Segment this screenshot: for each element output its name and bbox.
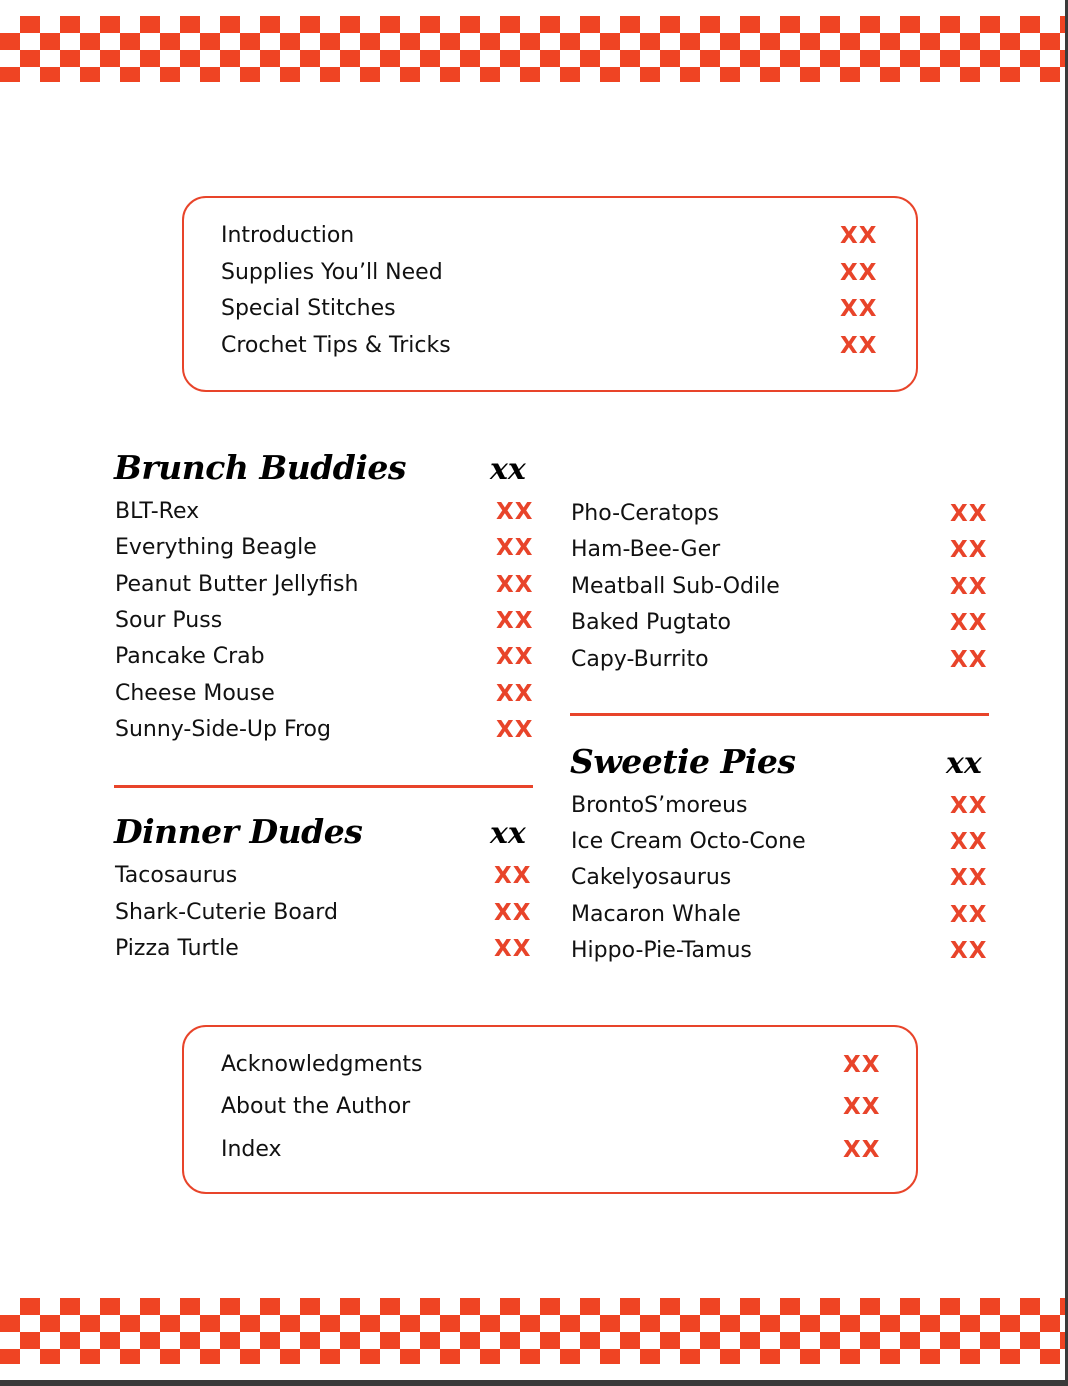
toc-page-number: XX [843, 1137, 881, 1163]
toc-page-number: XX [494, 936, 532, 962]
toc-entry-introduction[interactable]: Introduction [221, 223, 355, 248]
section-heading-brunch-buddies: Brunch Buddies [114, 448, 406, 487]
page-edge-bottom [0, 1380, 1068, 1386]
toc-entry-crochet-tips[interactable]: Crochet Tips & Tricks [221, 333, 451, 358]
section-heading-sweetie-pies: Sweetie Pies [570, 742, 796, 781]
toc-entry-brontosmoreus[interactable]: BrontoS’moreus [571, 793, 748, 818]
toc-page-number: XX [950, 647, 988, 673]
toc-page-number: XX [950, 610, 988, 636]
toc-page-number: XX [496, 499, 534, 525]
checkerboard-border-top [0, 16, 1065, 82]
toc-page-number: XX [950, 793, 988, 819]
toc-page-number: XX [494, 900, 532, 926]
toc-entry-tacosaurus[interactable]: Tacosaurus [115, 863, 238, 888]
section-page-number: xx [490, 452, 526, 487]
toc-entry-acknowledgments[interactable]: Acknowledgments [221, 1052, 423, 1077]
toc-page-number: XX [496, 572, 534, 598]
toc-entry-everything-beagle[interactable]: Everything Beagle [115, 535, 317, 560]
toc-page-number: XX [840, 333, 878, 359]
section-heading-dinner-dudes: Dinner Dudes [114, 812, 363, 851]
toc-entry-about-the-author[interactable]: About the Author [221, 1094, 411, 1119]
toc-entry-macaron-whale[interactable]: Macaron Whale [571, 902, 741, 927]
toc-entry-supplies[interactable]: Supplies You’ll Need [221, 260, 443, 285]
toc-page-number: XX [950, 829, 988, 855]
toc-entry-pancake-crab[interactable]: Pancake Crab [115, 644, 265, 669]
toc-entry-cakelyosaurus[interactable]: Cakelyosaurus [571, 865, 732, 890]
toc-entry-pizza-turtle[interactable]: Pizza Turtle [115, 936, 239, 961]
toc-page-number: XX [950, 574, 988, 600]
checkerboard-border-bottom [0, 1298, 1065, 1364]
toc-entry-baked-pugtato[interactable]: Baked Pugtato [571, 610, 732, 635]
toc-entry-sunny-side-up-frog[interactable]: Sunny-Side-Up Frog [115, 717, 331, 742]
toc-page-number: XX [496, 608, 534, 634]
toc-entry-shark-cuterie-board[interactable]: Shark-Cuterie Board [115, 900, 338, 925]
toc-entry-ice-cream-octo-cone[interactable]: Ice Cream Octo-Cone [571, 829, 806, 854]
toc-page-number: XX [950, 865, 988, 891]
toc-page-number: XX [496, 681, 534, 707]
toc-page-number: XX [843, 1094, 881, 1120]
toc-page-number: XX [496, 535, 534, 561]
toc-entry-blt-rex[interactable]: BLT-Rex [115, 499, 200, 524]
toc-page-number: XX [950, 537, 988, 563]
toc-entry-index[interactable]: Index [221, 1137, 282, 1162]
toc-entry-capy-burrito[interactable]: Capy-Burrito [571, 647, 709, 672]
toc-page-number: XX [950, 902, 988, 928]
section-page-number: xx [490, 816, 526, 851]
toc-page-number: XX [494, 863, 532, 889]
toc-entry-meatball-sub-odile[interactable]: Meatball Sub-Odile [571, 574, 780, 599]
toc-entry-cheese-mouse[interactable]: Cheese Mouse [115, 681, 275, 706]
toc-entry-pho-ceratops[interactable]: Pho-Ceratops [571, 501, 719, 526]
section-page-number: xx [946, 746, 982, 781]
toc-entry-hippo-pie-tamus[interactable]: Hippo-Pie-Tamus [571, 938, 752, 963]
toc-entry-ham-bee-ger[interactable]: Ham-Bee-Ger [571, 537, 721, 562]
toc-page-number: XX [950, 938, 988, 964]
toc-entry-sour-puss[interactable]: Sour Puss [115, 608, 223, 633]
section-divider [114, 785, 533, 788]
toc-entry-peanut-butter-jellyfish[interactable]: Peanut Butter Jellyfish [115, 572, 359, 597]
toc-page-number: XX [840, 223, 878, 249]
toc-page-number: XX [840, 296, 878, 322]
toc-entry-special-stitches[interactable]: Special Stitches [221, 296, 396, 321]
section-divider [570, 713, 989, 716]
toc-page-number: XX [496, 717, 534, 743]
toc-page-number: XX [496, 644, 534, 670]
toc-page-number: XX [950, 501, 988, 527]
toc-page-number: XX [840, 260, 878, 286]
toc-page-number: XX [843, 1052, 881, 1078]
